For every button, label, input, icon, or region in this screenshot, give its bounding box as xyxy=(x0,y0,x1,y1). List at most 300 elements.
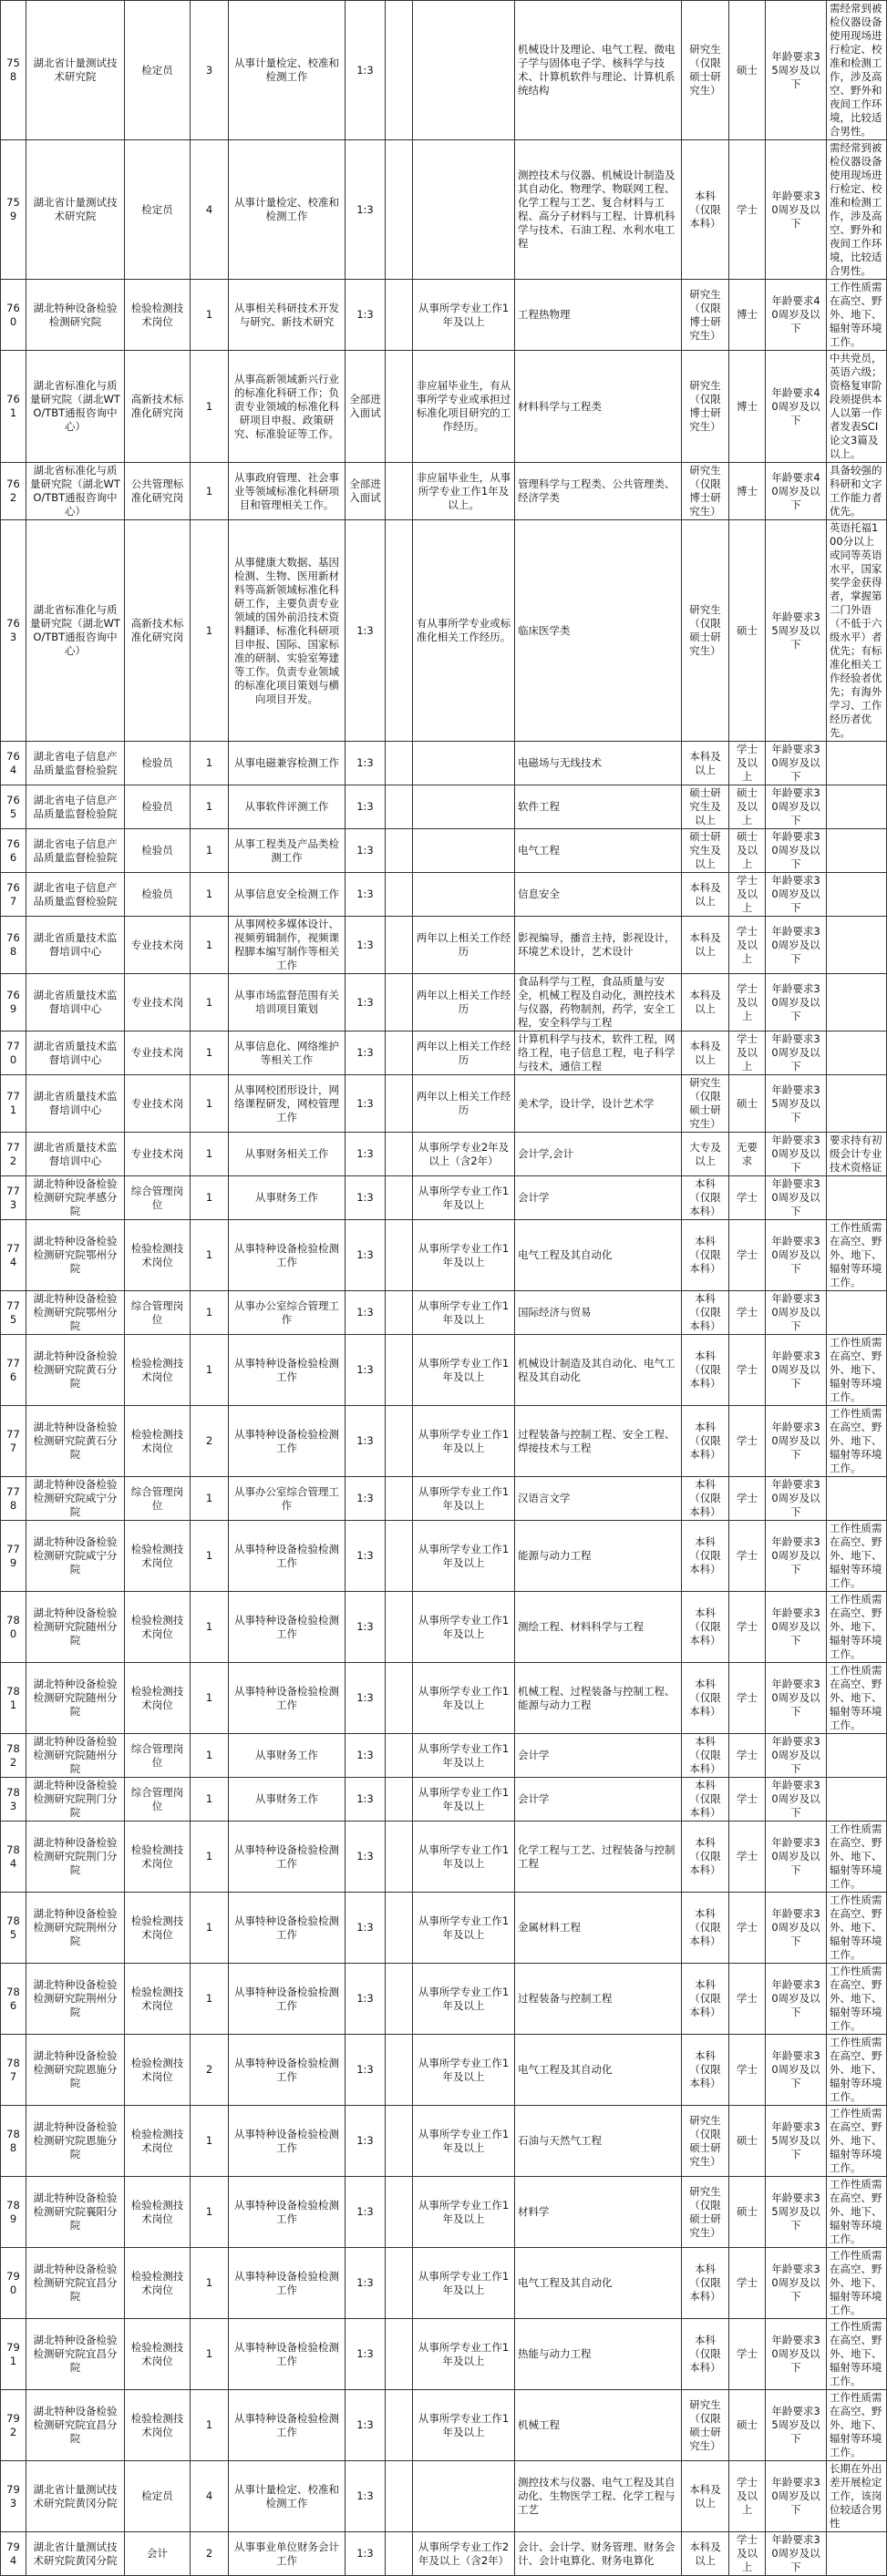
major-requirement-cell: 机械设计制造及其自动化、电气工程及其自动化 xyxy=(515,1335,682,1406)
job-duty-cell: 从事事业单位财务会计工作 xyxy=(229,2532,346,2576)
age-requirement-cell: 年龄要求30周岁及以下 xyxy=(766,2319,827,2390)
other-requirement-cell xyxy=(827,785,887,829)
table-row xyxy=(1,2390,887,2461)
other-requirement-cell: 工作性质需在高空、野外、地下、辐射等环境工作。 xyxy=(827,1663,887,1734)
exam-ratio-cell: 1:3 xyxy=(346,2035,386,2106)
degree-cell: 学士 xyxy=(729,1822,766,1893)
exam-type-cell xyxy=(386,785,413,829)
major-requirement-cell: 汉语言文学 xyxy=(515,1477,682,1521)
age-requirement-cell: 年龄要求30周岁及以下 xyxy=(766,140,827,280)
job-duty-cell: 从事相关科研技术开发与研究、新技术研究 xyxy=(229,280,346,351)
job-duty-cell: 从事健康大数据、基因检测、生物、医用新材料等高新领域标准化科研工作，主要负责专业领域的国外前沿技术资料翻译、标准化科研项目申报、国际、国家标准的研制、实验室筹建等工作。负责专业领域的标准化项目策划与横向项目开发。 xyxy=(229,520,346,742)
age-requirement-cell: 年龄要求30周岁及以下 xyxy=(766,1220,827,1291)
major-requirement-cell: 测控技术与仪器、机械设计制造及其自动化、物理学、物联网工程、化学工程与工艺、复合材料与工程、高分子材料与工程、计算机科学与技术、石油工程、水利水电工程 xyxy=(515,140,682,280)
headcount-cell: 1 xyxy=(191,829,229,873)
unit-name-cell: 湖北省质量技术监督培训中心 xyxy=(26,1031,125,1075)
table-row xyxy=(1,1335,887,1406)
degree-cell: 学士 xyxy=(729,1176,766,1220)
age-requirement-cell: 年龄要求30周岁及以下 xyxy=(766,1031,827,1075)
age-requirement-cell: 年龄要求30周岁及以下 xyxy=(766,974,827,1031)
table-row xyxy=(1,1893,887,1964)
major-requirement-cell: 电气工程 xyxy=(515,829,682,873)
exam-type-cell xyxy=(386,917,413,974)
exam-ratio-cell: 1:3 xyxy=(346,2248,386,2319)
experience-requirement-cell: 从事所学专业工作1年及以上 xyxy=(413,1893,515,1964)
major-requirement-cell: 电气工程及其自动化 xyxy=(515,2035,682,2106)
headcount-cell: 1 xyxy=(191,1734,229,1778)
row-number-cell: 774 xyxy=(1,1220,26,1291)
row-number-cell: 772 xyxy=(1,1133,26,1176)
education-cell: 本科及以上 xyxy=(682,974,729,1031)
experience-requirement-cell xyxy=(413,785,515,829)
age-requirement-cell: 年龄要求30周岁及以下 xyxy=(766,1335,827,1406)
exam-ratio-cell: 1:3 xyxy=(346,140,386,280)
degree-cell: 学士 xyxy=(729,1406,766,1477)
exam-ratio-cell: 1:3 xyxy=(346,742,386,785)
row-number-cell: 784 xyxy=(1,1822,26,1893)
age-requirement-cell: 年龄要求30周岁及以下 xyxy=(766,2532,827,2576)
exam-ratio-cell: 1:3 xyxy=(346,785,386,829)
headcount-cell: 1 xyxy=(191,1291,229,1335)
row-number-cell: 765 xyxy=(1,785,26,829)
headcount-cell: 4 xyxy=(191,140,229,280)
exam-type-cell xyxy=(386,1822,413,1893)
post-name-cell: 检验检测技术岗位 xyxy=(125,1406,191,1477)
headcount-cell: 1 xyxy=(191,2106,229,2177)
other-requirement-cell: 工作性质需在高空、野外、地下、辐射等环境工作。 xyxy=(827,1521,887,1592)
experience-requirement-cell: 从事所学专业工作1年及以上 xyxy=(413,1734,515,1778)
other-requirement-cell: 工作性质需在高空、野外、地下、辐射等环境工作。 xyxy=(827,2319,887,2390)
degree-cell: 学士 xyxy=(729,1291,766,1335)
table-row xyxy=(1,1291,887,1335)
degree-cell: 学士 xyxy=(729,1477,766,1521)
other-requirement-cell xyxy=(827,917,887,974)
major-requirement-cell: 过程装备与控制工程、安全工程、焊接技术与工程 xyxy=(515,1406,682,1477)
headcount-cell: 1 xyxy=(191,1335,229,1406)
post-name-cell: 检验检测技术岗位 xyxy=(125,1220,191,1291)
unit-name-cell: 湖北特种设备检验检测研究院荆门分院 xyxy=(26,1822,125,1893)
exam-ratio-cell: 1:3 xyxy=(346,1406,386,1477)
job-duty-cell: 从事特种设备检验检测工作 xyxy=(229,1822,346,1893)
major-requirement-cell: 石油与天然气工程 xyxy=(515,2106,682,2177)
exam-type-cell xyxy=(386,974,413,1031)
exam-ratio-cell: 1:3 xyxy=(346,2177,386,2248)
row-number-cell: 790 xyxy=(1,2248,26,2319)
major-requirement-cell: 化学工程与工艺、过程装备与控制工程 xyxy=(515,1822,682,1893)
education-cell: 本科（仅限本科） xyxy=(682,1220,729,1291)
headcount-cell: 1 xyxy=(191,1592,229,1663)
table-row xyxy=(1,785,887,829)
education-cell: 本科及以上 xyxy=(682,873,729,917)
other-requirement-cell: 工作性质需在高空、野外、地下、辐射等环境工作。 xyxy=(827,2248,887,2319)
exam-type-cell xyxy=(386,520,413,742)
table-row xyxy=(1,280,887,351)
headcount-cell: 1 xyxy=(191,2319,229,2390)
job-duty-cell: 从事财务相关工作 xyxy=(229,1133,346,1176)
exam-type-cell xyxy=(386,1592,413,1663)
age-requirement-cell: 年龄要求30周岁及以下 xyxy=(766,1406,827,1477)
degree-cell: 硕士及以上 xyxy=(729,829,766,873)
unit-name-cell: 湖北省电子信息产品质量监督检验院 xyxy=(26,785,125,829)
table-row xyxy=(1,2177,887,2248)
experience-requirement-cell xyxy=(413,829,515,873)
headcount-cell: 1 xyxy=(191,917,229,974)
exam-ratio-cell: 1:3 xyxy=(346,1133,386,1176)
exam-ratio-cell: 1:3 xyxy=(346,974,386,1031)
other-requirement-cell: 工作性质需在高空、野外、地下、辐射等环境工作。 xyxy=(827,2106,887,2177)
other-requirement-cell xyxy=(827,742,887,785)
age-requirement-cell: 年龄要求30周岁及以下 xyxy=(766,2248,827,2319)
other-requirement-cell: 需经常到被检仪器设备使用现场进行检定、校准和检测工作，涉及高空、野外和夜间工作环境，比较适合男性。 xyxy=(827,1,887,140)
other-requirement-cell: 工作性质需在高空、野外、地下、辐射等环境工作。 xyxy=(827,1822,887,1893)
post-name-cell: 检验员 xyxy=(125,873,191,917)
post-name-cell: 检验检测技术岗位 xyxy=(125,1521,191,1592)
age-requirement-cell: 年龄要求30周岁及以下 xyxy=(766,742,827,785)
post-name-cell: 专业技术岗 xyxy=(125,1075,191,1133)
education-cell: 研究生（仅限博士研究生） xyxy=(682,351,729,463)
age-requirement-cell: 年龄要求30周岁及以下 xyxy=(766,1822,827,1893)
unit-name-cell: 湖北特种设备检验检测研究院宜昌分院 xyxy=(26,2319,125,2390)
table-row xyxy=(1,463,887,520)
education-cell: 本科（仅限本科） xyxy=(682,1592,729,1663)
headcount-cell: 1 xyxy=(191,1220,229,1291)
experience-requirement-cell: 从事所学专业工作1年及以上 xyxy=(413,2390,515,2461)
post-name-cell: 检定员 xyxy=(125,2461,191,2532)
unit-name-cell: 湖北特种设备检验检测研究院随州分院 xyxy=(26,1592,125,1663)
job-duty-cell: 从事计量检定、校准和检测工作 xyxy=(229,140,346,280)
age-requirement-cell: 年龄要求35周岁及以下 xyxy=(766,2390,827,2461)
job-duty-cell: 从事办公室综合管理工作 xyxy=(229,1477,346,1521)
age-requirement-cell: 年龄要求30周岁及以下 xyxy=(766,873,827,917)
job-duty-cell: 从事政府管理、社会事业等领域标准化科研项目和管理相关工作。 xyxy=(229,463,346,520)
unit-name-cell: 湖北特种设备检验检测研究院荆州分院 xyxy=(26,1964,125,2035)
post-name-cell: 检验检测技术岗位 xyxy=(125,1893,191,1964)
exam-ratio-cell: 1:3 xyxy=(346,1075,386,1133)
row-number-cell: 785 xyxy=(1,1893,26,1964)
row-number-cell: 770 xyxy=(1,1031,26,1075)
other-requirement-cell: 中共党员，英语六级；资格复审阶段须提供本人以第一作者发表SCI论文3篇及以上。 xyxy=(827,351,887,463)
exam-type-cell xyxy=(386,2248,413,2319)
job-duty-cell: 从事信息安全检测工作 xyxy=(229,873,346,917)
exam-type-cell xyxy=(386,1031,413,1075)
exam-ratio-cell: 1:3 xyxy=(346,1291,386,1335)
unit-name-cell: 湖北特种设备检验检测研究院鄂州分院 xyxy=(26,1220,125,1291)
row-number-cell: 789 xyxy=(1,2177,26,2248)
age-requirement-cell: 年龄要求35周岁及以下 xyxy=(766,1075,827,1133)
job-duty-cell: 从事特种设备检验检测工作 xyxy=(229,2106,346,2177)
other-requirement-cell: 工作性质需在高空、野外、地下、辐射等环境工作。 xyxy=(827,2177,887,2248)
exam-ratio-cell: 1:3 xyxy=(346,1778,386,1822)
education-cell: 本科（仅限本科） xyxy=(682,1477,729,1521)
unit-name-cell: 湖北特种设备检验检测研究院宜昌分院 xyxy=(26,2390,125,2461)
major-requirement-cell: 能源与动力工程 xyxy=(515,1521,682,1592)
post-name-cell: 专业技术岗 xyxy=(125,917,191,974)
degree-cell: 学士 xyxy=(729,1663,766,1734)
row-number-cell: 761 xyxy=(1,351,26,463)
row-number-cell: 768 xyxy=(1,917,26,974)
other-requirement-cell xyxy=(827,1075,887,1133)
exam-type-cell xyxy=(386,2319,413,2390)
experience-requirement-cell: 从事所学专业工作1年及以上 xyxy=(413,1521,515,1592)
education-cell: 研究生（仅限硕士研究生） xyxy=(682,2390,729,2461)
row-number-cell: 759 xyxy=(1,140,26,280)
row-number-cell: 788 xyxy=(1,2106,26,2177)
age-requirement-cell: 年龄要求40周岁及以下 xyxy=(766,280,827,351)
unit-name-cell: 湖北省标准化与质量研究院（湖北WTO/TBT通报咨询中心） xyxy=(26,463,125,520)
education-cell: 本科（仅限本科） xyxy=(682,1822,729,1893)
other-requirement-cell: 工作性质需在高空、野外、地下、辐射等环境工作。 xyxy=(827,2390,887,2461)
exam-type-cell xyxy=(386,829,413,873)
education-cell: 研究生（仅限硕士研究生） xyxy=(682,1075,729,1133)
education-cell: 本科（仅限本科） xyxy=(682,2035,729,2106)
post-name-cell: 专业技术岗 xyxy=(125,974,191,1031)
row-number-cell: 775 xyxy=(1,1291,26,1335)
table-row xyxy=(1,351,887,463)
job-duty-cell: 从事特种设备检验检测工作 xyxy=(229,1220,346,1291)
education-cell: 本科（仅限本科） xyxy=(682,1893,729,1964)
table-row xyxy=(1,2248,887,2319)
other-requirement-cell xyxy=(827,974,887,1031)
degree-cell: 学士 xyxy=(729,2319,766,2390)
row-number-cell: 792 xyxy=(1,2390,26,2461)
exam-type-cell xyxy=(386,1778,413,1822)
education-cell: 本科（仅限本科） xyxy=(682,2248,729,2319)
headcount-cell: 1 xyxy=(191,1176,229,1220)
other-requirement-cell: 工作性质需在高空、野外、地下、辐射等环境工作。 xyxy=(827,280,887,351)
other-requirement-cell: 长期在外出差开展检定工作，该岗位较适合男性 xyxy=(827,2461,887,2532)
unit-name-cell: 湖北省电子信息产品质量监督检验院 xyxy=(26,742,125,785)
education-cell: 本科（仅限本科） xyxy=(682,1335,729,1406)
degree-cell: 学士 xyxy=(729,1893,766,1964)
experience-requirement-cell: 从事所学专业工作2年及以上（含2年） xyxy=(413,2532,515,2576)
major-requirement-cell: 临床医学类 xyxy=(515,520,682,742)
major-requirement-cell: 食品科学与工程，食品质量与安全，机械工程及自动化，测控技术与仪器，药物制剂，药学，安全工程，安全科学与工程 xyxy=(515,974,682,1031)
unit-name-cell: 湖北省质量技术监督培训中心 xyxy=(26,1075,125,1133)
exam-type-cell xyxy=(386,1291,413,1335)
unit-name-cell: 湖北特种设备检验检测研究院鄂州分院 xyxy=(26,1291,125,1335)
headcount-cell: 4 xyxy=(191,2461,229,2532)
age-requirement-cell: 年龄要求30周岁及以下 xyxy=(766,2461,827,2532)
job-duty-cell: 从事财务工作 xyxy=(229,1176,346,1220)
exam-ratio-cell: 全部进入面试 xyxy=(346,351,386,463)
major-requirement-cell: 影视编导，播音主持，影视设计，环境艺术设计，艺术设计 xyxy=(515,917,682,974)
unit-name-cell: 湖北特种设备检验检测研究院荆州分院 xyxy=(26,1893,125,1964)
unit-name-cell: 湖北特种设备检验检测研究院襄阳分院 xyxy=(26,2177,125,2248)
row-number-cell: 762 xyxy=(1,463,26,520)
row-number-cell: 773 xyxy=(1,1176,26,1220)
exam-ratio-cell: 1:3 xyxy=(346,1964,386,2035)
degree-cell: 学士 xyxy=(729,1220,766,1291)
age-requirement-cell: 年龄要求30周岁及以下 xyxy=(766,829,827,873)
major-requirement-cell: 机械工程 xyxy=(515,2390,682,2461)
exam-type-cell xyxy=(386,742,413,785)
job-duty-cell: 从事信息化、网络维护等相关工作 xyxy=(229,1031,346,1075)
table-row xyxy=(1,742,887,785)
post-name-cell: 综合管理岗位 xyxy=(125,1477,191,1521)
job-duty-cell: 从事软件评测工作 xyxy=(229,785,346,829)
experience-requirement-cell: 有从事所学专业或标准化相关工作经历。 xyxy=(413,520,515,742)
job-duty-cell: 从事网校多媒体设计、视频剪辑制作，视频课程脚本编写制作等相关工作 xyxy=(229,917,346,974)
education-cell: 研究生（仅限博士研究生） xyxy=(682,280,729,351)
other-requirement-cell: 英语托福100分以上或同等英语水平，国家奖学金获得者，掌握第二门外语（不低于六级水平）者优先；有标准化相关工作经验者优先；有海外学习、工作经历者优先。 xyxy=(827,520,887,742)
table-row xyxy=(1,2319,887,2390)
post-name-cell: 综合管理岗位 xyxy=(125,1734,191,1778)
experience-requirement-cell: 从事所学专业工作1年及以上 xyxy=(413,1477,515,1521)
education-cell: 本科（仅限本科） xyxy=(682,1521,729,1592)
job-duty-cell: 从事工程类及产品类检测工作 xyxy=(229,829,346,873)
degree-cell: 学士 xyxy=(729,2035,766,2106)
exam-type-cell xyxy=(386,2177,413,2248)
post-name-cell: 公共管理标准化研究岗 xyxy=(125,463,191,520)
exam-ratio-cell: 1:3 xyxy=(346,1176,386,1220)
post-name-cell: 检验员 xyxy=(125,742,191,785)
experience-requirement-cell: 从事所学专业工作1年及以上 xyxy=(413,2248,515,2319)
degree-cell: 学士 xyxy=(729,1734,766,1778)
degree-cell: 学士及以上 xyxy=(729,2532,766,2576)
headcount-cell: 1 xyxy=(191,1778,229,1822)
age-requirement-cell: 年龄要求30周岁及以下 xyxy=(766,1521,827,1592)
exam-type-cell xyxy=(386,140,413,280)
table-row xyxy=(1,140,887,280)
exam-ratio-cell: 1:3 xyxy=(346,1,386,140)
other-requirement-cell: 要求持有初级会计专业技术资格证 xyxy=(827,1133,887,1176)
job-duty-cell: 从事财务工作 xyxy=(229,1734,346,1778)
exam-type-cell xyxy=(386,1893,413,1964)
education-cell: 硕士研究生及以上 xyxy=(682,829,729,873)
row-number-cell: 791 xyxy=(1,2319,26,2390)
job-duty-cell: 从事特种设备检验检测工作 xyxy=(229,1893,346,1964)
exam-ratio-cell: 1:3 xyxy=(346,1822,386,1893)
headcount-cell: 3 xyxy=(191,1,229,140)
unit-name-cell: 湖北特种设备检验检测研究院咸宁分院 xyxy=(26,1477,125,1521)
degree-cell: 博士 xyxy=(729,280,766,351)
degree-cell: 硕士 xyxy=(729,2106,766,2177)
post-name-cell: 检验检测技术岗位 xyxy=(125,2035,191,2106)
degree-cell: 学士及以上 xyxy=(729,917,766,974)
table-row xyxy=(1,1133,887,1176)
degree-cell: 硕士 xyxy=(729,1,766,140)
major-requirement-cell: 软件工程 xyxy=(515,785,682,829)
headcount-cell: 1 xyxy=(191,463,229,520)
post-name-cell: 检验检测技术岗位 xyxy=(125,1335,191,1406)
table-row xyxy=(1,2532,887,2576)
major-requirement-cell: 过程装备与控制工程 xyxy=(515,1964,682,2035)
table-row xyxy=(1,1075,887,1133)
education-cell: 本科（仅限本科） xyxy=(682,1734,729,1778)
table-row xyxy=(1,917,887,974)
exam-ratio-cell: 1:3 xyxy=(346,1663,386,1734)
experience-requirement-cell: 两年以上相关工作经历 xyxy=(413,917,515,974)
job-duty-cell: 从事特种设备检验检测工作 xyxy=(229,2035,346,2106)
headcount-cell: 2 xyxy=(191,2035,229,2106)
experience-requirement-cell: 从事所学专业工作1年及以上 xyxy=(413,1592,515,1663)
headcount-cell: 1 xyxy=(191,2248,229,2319)
age-requirement-cell: 年龄要求35周岁及以下 xyxy=(766,1,827,140)
row-number-cell: 787 xyxy=(1,2035,26,2106)
education-cell: 本科（仅限本科） xyxy=(682,1176,729,1220)
post-name-cell: 综合管理岗位 xyxy=(125,1176,191,1220)
other-requirement-cell xyxy=(827,1734,887,1778)
age-requirement-cell: 年龄要求30周岁及以下 xyxy=(766,1734,827,1778)
exam-ratio-cell: 1:3 xyxy=(346,1477,386,1521)
degree-cell: 学士及以上 xyxy=(729,1031,766,1075)
age-requirement-cell: 年龄要求40周岁及以下 xyxy=(766,463,827,520)
headcount-cell: 1 xyxy=(191,742,229,785)
headcount-cell: 1 xyxy=(191,1822,229,1893)
other-requirement-cell xyxy=(827,829,887,873)
headcount-cell: 1 xyxy=(191,1031,229,1075)
table-row xyxy=(1,520,887,742)
experience-requirement-cell: 从事所学专业工作1年及以上 xyxy=(413,2177,515,2248)
experience-requirement-cell: 两年以上相关工作经历 xyxy=(413,1031,515,1075)
job-duty-cell: 从事计量检定、校准和检测工作 xyxy=(229,2461,346,2532)
exam-type-cell xyxy=(386,1964,413,2035)
headcount-cell: 1 xyxy=(191,2390,229,2461)
exam-ratio-cell: 1:3 xyxy=(346,280,386,351)
experience-requirement-cell: 从事所学专业工作1年及以上 xyxy=(413,2106,515,2177)
row-number-cell: 766 xyxy=(1,829,26,873)
degree-cell: 学士及以上 xyxy=(729,2461,766,2532)
degree-cell: 学士 xyxy=(729,2248,766,2319)
experience-requirement-cell: 从事所学专业工作1年及以上 xyxy=(413,1291,515,1335)
exam-type-cell xyxy=(386,280,413,351)
major-requirement-cell: 电气工程及其自动化 xyxy=(515,2248,682,2319)
exam-ratio-cell: 1:3 xyxy=(346,2390,386,2461)
job-duty-cell: 从事特种设备检验检测工作 xyxy=(229,1406,346,1477)
row-number-cell: 778 xyxy=(1,1477,26,1521)
exam-ratio-cell: 1:3 xyxy=(346,520,386,742)
exam-type-cell xyxy=(386,1075,413,1133)
experience-requirement-cell xyxy=(413,1,515,140)
major-requirement-cell: 会计学 xyxy=(515,1734,682,1778)
experience-requirement-cell: 从事所学专业工作1年及以上 xyxy=(413,1335,515,1406)
post-name-cell: 高新技术标准化研究岗 xyxy=(125,520,191,742)
experience-requirement-cell: 从事所学专业工作1年及以上 xyxy=(413,1406,515,1477)
table-row xyxy=(1,1822,887,1893)
headcount-cell: 1 xyxy=(191,1893,229,1964)
age-requirement-cell: 年龄要求30周岁及以下 xyxy=(766,1477,827,1521)
education-cell: 本科及以上 xyxy=(682,917,729,974)
age-requirement-cell: 年龄要求30周岁及以下 xyxy=(766,1964,827,2035)
age-requirement-cell: 年龄要求30周岁及以下 xyxy=(766,1592,827,1663)
row-number-cell: 763 xyxy=(1,520,26,742)
other-requirement-cell: 工作性质需在高空、野外、地下、辐射等环境工作。 xyxy=(827,1220,887,1291)
experience-requirement-cell: 从事所学专业工作1年及以上 xyxy=(413,1778,515,1822)
table-row xyxy=(1,1406,887,1477)
job-duty-cell: 从事特种设备检验检测工作 xyxy=(229,1592,346,1663)
experience-requirement-cell: 从事所学专业2年及以上（含2年） xyxy=(413,1133,515,1176)
job-duty-cell: 从事特种设备检验检测工作 xyxy=(229,1964,346,2035)
unit-name-cell: 湖北特种设备检验检测研究院随州分院 xyxy=(26,1663,125,1734)
major-requirement-cell: 金属材料工程 xyxy=(515,1893,682,1964)
headcount-cell: 2 xyxy=(191,1406,229,1477)
post-name-cell: 高新技术标准化研究岗 xyxy=(125,351,191,463)
major-requirement-cell: 电磁场与无线技术 xyxy=(515,742,682,785)
exam-ratio-cell: 1:3 xyxy=(346,1893,386,1964)
table-row xyxy=(1,2461,887,2532)
exam-ratio-cell: 1:3 xyxy=(346,1031,386,1075)
post-name-cell: 检验检测技术岗位 xyxy=(125,1964,191,2035)
exam-ratio-cell: 1:3 xyxy=(346,1521,386,1592)
unit-name-cell: 湖北特种设备检验检测研究院 xyxy=(26,280,125,351)
exam-ratio-cell: 1:3 xyxy=(346,2106,386,2177)
row-number-cell: 764 xyxy=(1,742,26,785)
table-row xyxy=(1,1592,887,1663)
exam-ratio-cell: 1:3 xyxy=(346,1592,386,1663)
post-name-cell: 检验检测技术岗位 xyxy=(125,1663,191,1734)
education-cell: 研究生（仅限博士研究生） xyxy=(682,463,729,520)
degree-cell: 硕士 xyxy=(729,520,766,742)
